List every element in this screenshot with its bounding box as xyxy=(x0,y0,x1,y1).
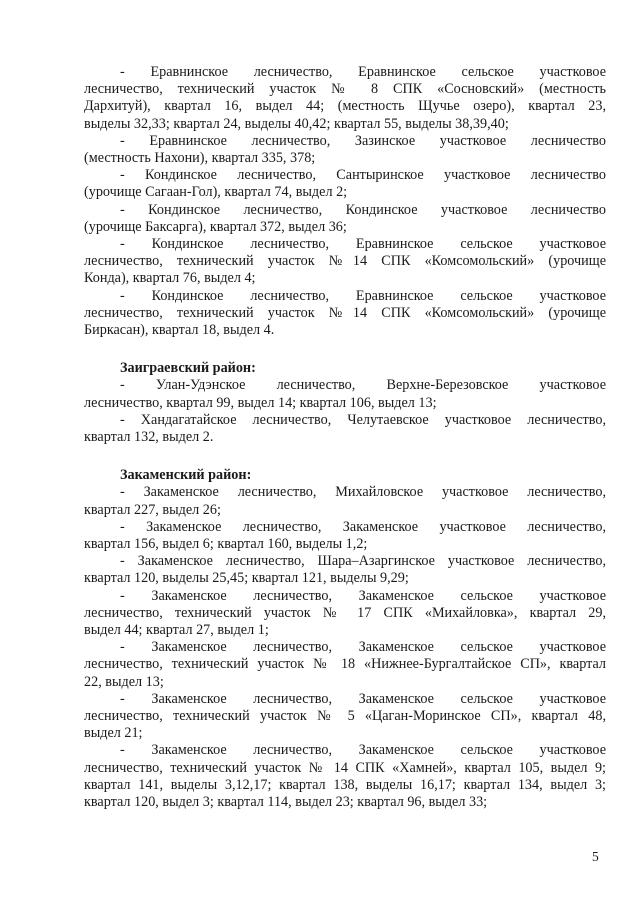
text-line: лесничество, квартал 99, выдел 14; квартал 106, выдел 13; xyxy=(84,394,437,411)
text-line: - Закаменское лесничество, Михайловское участковое лесничество, xyxy=(120,484,606,501)
page-number: 5 xyxy=(592,849,599,864)
list-item xyxy=(84,64,606,133)
text-line: лесничество, технический участок № 17 СПК «Михайловка», квартал 29, xyxy=(84,604,606,621)
text-line: - Улан-Удэнское лесничество, Верхне-Березовское участковое xyxy=(120,377,606,394)
text-line: квартал 156, выдел 6; квартал 160, выделы 1,2; xyxy=(84,536,368,552)
text-line: квартал 227, выдел 26; xyxy=(84,501,221,518)
text-line: - Кондинское лесничество, Еравнинское сельское участковое xyxy=(120,236,606,252)
text-line: - Закаменское лесничество, Шара–Азаргинское участковое лесничество, xyxy=(120,553,606,570)
list-item xyxy=(84,553,606,587)
list-item xyxy=(84,236,606,288)
text-line: - Кондинское лесничество, Сантыринское участковое лесничество xyxy=(120,167,606,184)
text-line: лесничество, технический участок № 8 СПК «Сосновский» (местность xyxy=(84,81,606,98)
text-line: Конда), квартал 76, выдел 4; xyxy=(84,270,256,287)
text-line: квартал 141, выделы 3,12,17; квартал 138, выделы 16,17; квартал 134, выдел 3; xyxy=(84,776,606,793)
text-line: - Еравнинское лесничество, Зазинское участковое лесничество xyxy=(120,132,606,149)
text-line: - Кондинское лесничество, Кондинское участковое лесничество xyxy=(120,201,606,218)
text-line: лесничество, технический участок №14 СПК «Комсомольский» (урочище xyxy=(84,304,606,321)
list-item xyxy=(84,691,606,743)
text-line: Биркасан), квартал 18, выдел 4. xyxy=(84,322,275,338)
text-line: - Закаменское лесничество, Закаменское сельское участковое xyxy=(120,742,606,759)
text-line: - Закаменское лесничество, Закаменское сельское участковое xyxy=(120,587,606,604)
text-line: выдел 21; xyxy=(84,725,143,742)
text-line: квартал 132, выдел 2. xyxy=(84,429,214,445)
list-item xyxy=(84,412,606,446)
list-item xyxy=(84,519,606,553)
text-line: квартал 120, выделы 25,45; квартал 121, выделы 9,29; xyxy=(84,570,409,587)
text-line: лесничество, технический участок №14 СПК «Комсомольский» (урочище xyxy=(84,253,606,270)
list-item xyxy=(84,167,606,201)
list-item xyxy=(84,202,606,236)
list-item xyxy=(84,742,606,811)
list-item xyxy=(84,377,606,411)
text-line: выдел 44; квартал 27, выдел 1; xyxy=(84,622,269,638)
text-line: - Хандагатайское лесничество, Челутаевское участковое лесничество, xyxy=(120,411,606,428)
text-line: - Закаменское лесничество, Закаменское сельское участковое xyxy=(120,639,606,656)
text-line: Дархитуй), квартал 16, выдел 44; (местность Щучье озеро), квартал 23, xyxy=(84,98,606,115)
text-line: 22, выдел 13; xyxy=(84,673,164,690)
list-item xyxy=(84,133,606,167)
text-line: лесничество, технический участок № 18 «Нижнее-Бургалтайское СП», квартал xyxy=(84,656,606,673)
text-line: - Еравнинское лесничество, Еравнинское сельское участковое xyxy=(120,64,606,80)
text-line: (местность Нахони), квартал 335, 378; xyxy=(84,150,316,166)
section-heading: Заиграевский район: xyxy=(120,360,256,377)
text-line: - Закаменское лесничество, Закаменское сельское участковое xyxy=(120,690,606,707)
text-line: лесничество, технический участок № 14 СПК «Хамней», квартал 105, выдел 9; xyxy=(84,759,606,776)
list-item xyxy=(84,588,606,640)
list-item xyxy=(84,639,606,691)
text-line: лесничество, технический участок № 5 «Цаган-Моринское СП», квартал 48, xyxy=(84,708,606,724)
text-line: выделы 32,33; квартал 24, выделы 40,42; квартал 55, выделы 38,39,40; xyxy=(84,115,509,132)
list-item xyxy=(84,288,606,340)
text-line: квартал 120, выдел 3; квартал 114, выдел 23; квартал 96, выдел 33; xyxy=(84,794,488,810)
list-item xyxy=(84,484,606,518)
text-line: - Кондинское лесничество, Еравнинское сельское участковое xyxy=(120,287,606,304)
text-line: - Закаменское лесничество, Закаменское участковое лесничество, xyxy=(120,518,606,535)
text-line: (урочище Баксарга), квартал 372, выдел 36; xyxy=(84,218,347,235)
text-line: (урочище Сагаан-Гол), квартал 74, выдел 2; xyxy=(84,184,348,201)
section-heading: Закаменский район: xyxy=(120,467,252,484)
